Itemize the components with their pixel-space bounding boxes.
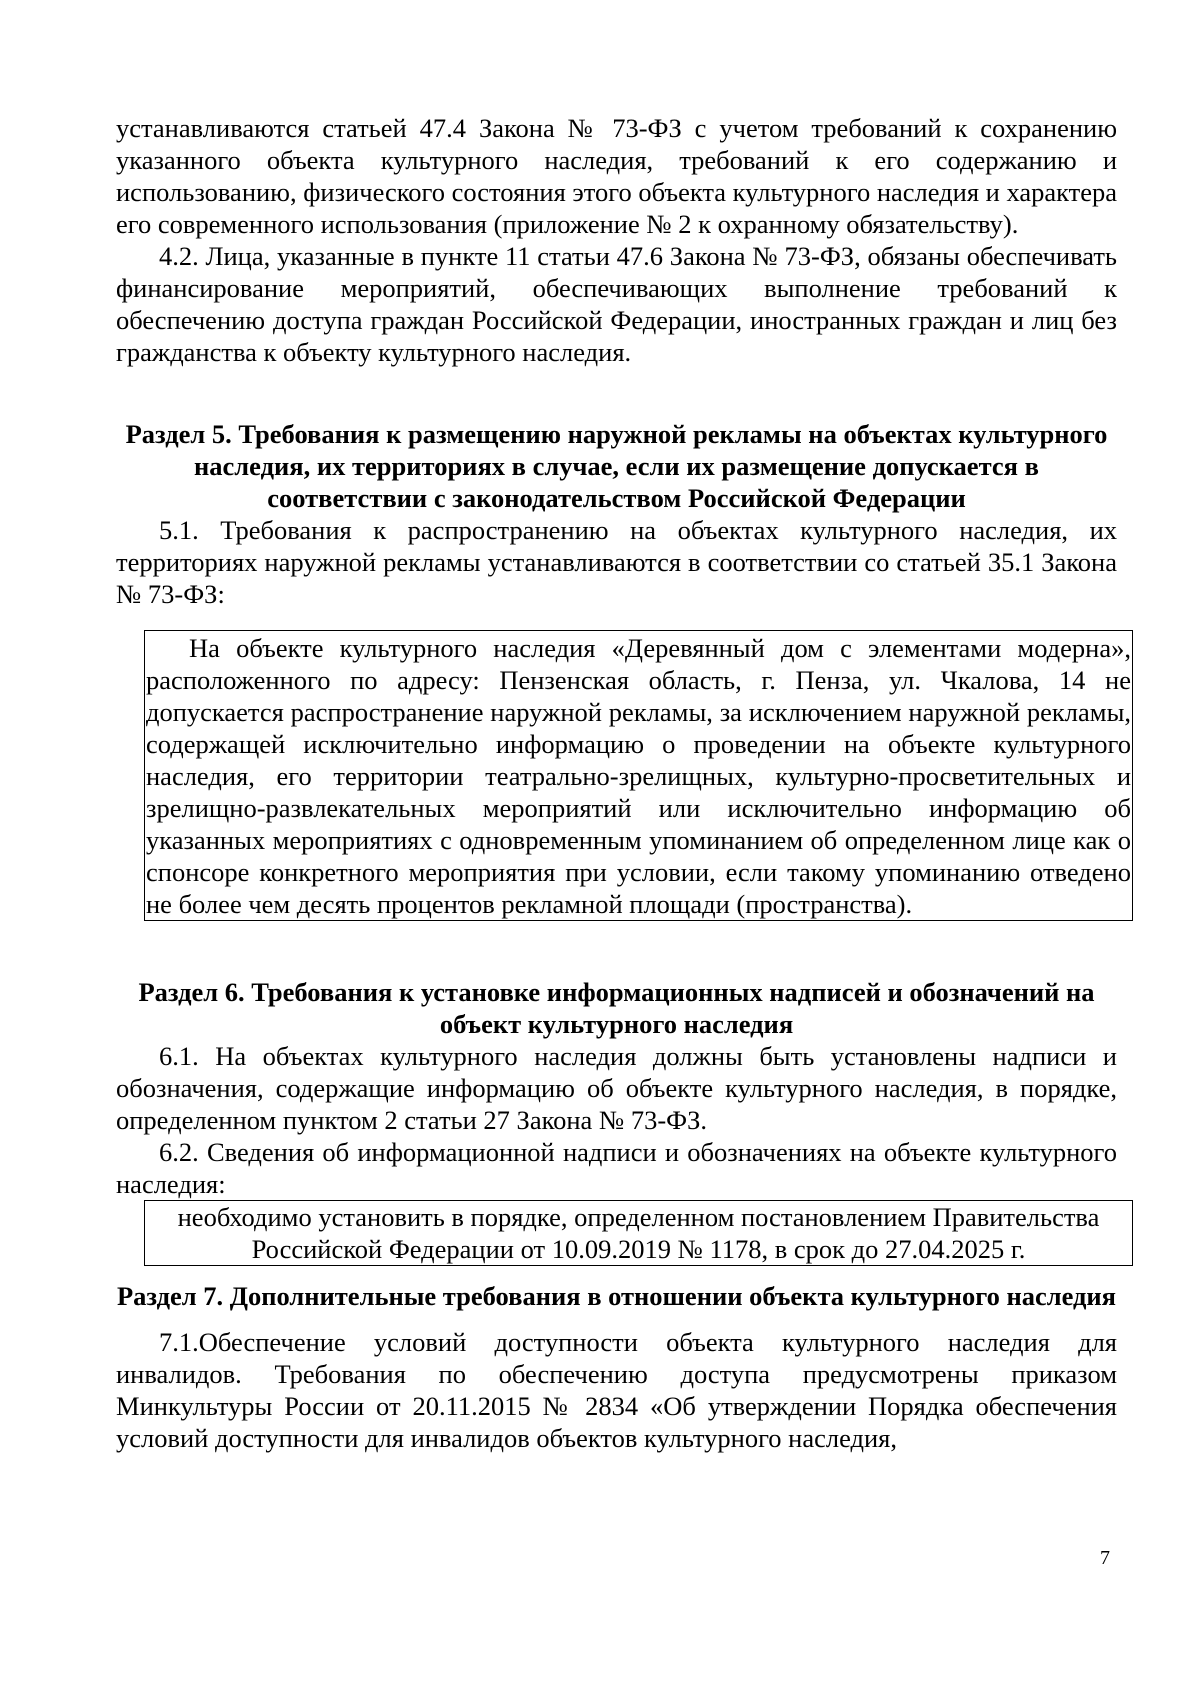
section-7-heading: Раздел 7. Дополнительные требования в отношении объекта культурного наследия	[116, 1281, 1117, 1311]
paragraph-7-1: 7.1.Обеспечение условий доступности объекта культурного наследия для инвалидов. Требования по обеспечению доступа предусмотрены приказом Минкультуры России от 20.11.2015 № 2834 «Об утверждении Порядка обеспечения условий доступности для инвалидов объектов культурного наследия,	[116, 1327, 1117, 1453]
advertising-restriction-text: На объекте культурного наследия «Деревянный дом с элементами модерна», расположенного по адресу: Пензенская область, г. Пенза, ул. Чкалова, 14 не допускается распространение наружной рекламы, за исключением наружной рекламы, содержащей исключительно информацию о проведении на объекте культурного наследия, его территории театрально-зрелищных, культурно-просветительных и зрелищно-развлекательных мероприятий или исключительно информацию об указанных мероприятиях с одновременным упоминанием об определенном лице как о спонсоре конкретного мероприятия при условии, если такому упоминанию отведено не более чем десять процентов рекламной площади (пространства).	[146, 633, 1131, 919]
section-5-heading: Раздел 5. Требования к размещению наружной рекламы на объектах культурного наследия, их территориях в случае, если их размещение допускается в соответствии с законодательством Российской Федерации	[125, 419, 1108, 513]
paragraph-6-1: 6.1. На объектах культурного наследия должны быть установлены надписи и обозначения, содержащие информацию об объекте культурного наследия, в порядке, определенном пунктом 2 статьи 27 Закона № 73-ФЗ.	[116, 1041, 1117, 1135]
section-6-heading: Раздел 6. Требования к установке информационных надписей и обозначений на объект культурного наследия	[138, 977, 1095, 1039]
signage-info-text: необходимо установить в порядке, определенном постановлением Правительства Российской Федерации от 10.09.2019 № 1178, в срок до 27.04.2025 г.	[177, 1202, 1100, 1264]
paragraph-6-2: 6.2. Сведения об информационной надписи и обозначениях на объекте культурного наследия:	[116, 1137, 1117, 1199]
signage-info-box	[144, 1200, 1133, 1266]
page-content	[116, 112, 1131, 1454]
paragraph-5-1: 5.1. Требования к распространению на объектах культурного наследия, их территориях наружной рекламы устанавливаются в соответствии со статьей 35.1 Закона № 73-ФЗ:	[116, 515, 1117, 609]
advertising-restriction-box	[144, 630, 1133, 921]
paragraph-continued: устанавливаются статьей 47.4 Закона № 73-ФЗ с учетом требований к сохранению указанного объекта культурного наследия, требований к его содержанию и использованию, физического состояния этого объекта культурного наследия и характера его современного использования (приложение № 2 к охранному обязательству).	[116, 113, 1117, 239]
paragraph-4-2: 4.2. Лица, указанные в пункте 11 статьи 47.6 Закона № 73-ФЗ, обязаны обеспечивать финансирование мероприятий, обеспечивающих выполнение требований к обеспечению доступа граждан Российской Федерации, иностранных граждан и лиц без гражданства к объекту культурного наследия.	[116, 241, 1117, 367]
page-number: 7	[1100, 1547, 1110, 1569]
